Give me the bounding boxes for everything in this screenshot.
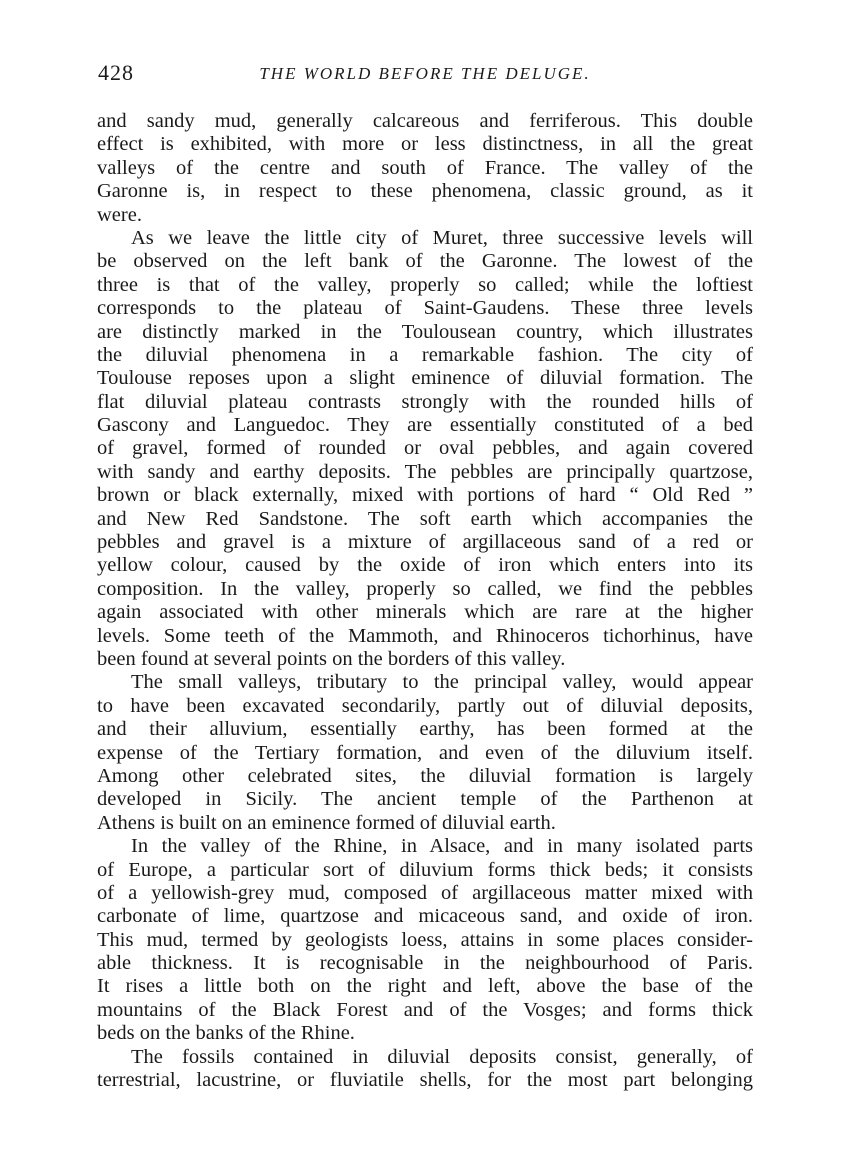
text-line: to have been excavated secondarily, partly out of diluvial deposits, [97, 694, 753, 717]
text-line: able thickness. It is recognisable in the neighbourhood of Paris. [97, 952, 753, 975]
text-line: Garonne is, in respect to these phenomena, classic ground, as it [97, 180, 753, 203]
text-line: been found at several points on the borders of this valley. [97, 647, 566, 670]
text-line: developed in Sicily. The ancient temple of the Parthenon at [97, 788, 753, 811]
text-line: again associated with other minerals which are rare at the higher [97, 601, 753, 624]
page-header [98, 60, 752, 90]
running-title: THE WORLD BEFORE THE DELUGE. [259, 64, 591, 83]
text-line: Toulouse reposes upon a slight eminence of diluvial formation. The [97, 367, 753, 390]
text-line: and their alluvium, essentially earthy, has been formed at the [97, 718, 753, 741]
text-line: mountains of the Black Forest and of the Vosges; and forms thick [97, 998, 753, 1021]
text-line: beds on the banks of the Rhine. [97, 1022, 355, 1045]
text-line: valleys of the centre and south of France. The valley of the [97, 156, 753, 179]
body-text [97, 110, 753, 1092]
text-line: levels. Some teeth of the Mammoth, and Rhinoceros tichorhinus, have [97, 624, 753, 647]
text-line: brown or black externally, mixed with portions of hard “ Old Red ” [97, 484, 753, 507]
text-line: It rises a little both on the right and left, above the base of the [97, 975, 753, 998]
text-line: are distinctly marked in the Toulousean country, which illustrates [97, 320, 753, 343]
page-number: 428 [98, 60, 134, 85]
text-line: the diluvial phenomena in a remarkable fashion. The city of [97, 343, 753, 366]
text-line: and sandy mud, generally calcareous and ferriferous. This double [97, 110, 753, 132]
text-line: Athens is built on an eminence formed of diluvial earth. [97, 811, 556, 834]
text-line: three is that of the valley, properly so called; while the loftiest [97, 273, 753, 296]
text-line: flat diluvial plateau contrasts strongly with the rounded hills of [97, 390, 753, 413]
text-line: In the valley of the Rhine, in Alsace, and in many isolated parts [131, 835, 753, 858]
text-line: As we leave the little city of Muret, three successive levels will [131, 226, 753, 249]
text-line: Gascony and Languedoc. They are essentially constituted of a bed [97, 414, 753, 437]
text-line: corresponds to the plateau of Saint-Gaudens. These three levels [97, 297, 753, 320]
text-line: of gravel, formed of rounded or oval pebbles, and again covered [97, 437, 753, 460]
text-line: pebbles and gravel is a mixture of argillaceous sand of a red or [97, 531, 753, 554]
text-line: of a yellowish-grey mud, composed of argillaceous matter mixed with [97, 881, 753, 904]
text-line: This mud, termed by geologists loess, attains in some places consider- [97, 928, 753, 951]
text-line: expense of the Tertiary formation, and even of the diluvium itself. [97, 741, 753, 764]
text-line: The fossils contained in diluvial deposits consist, generally, of [131, 1045, 753, 1068]
text-line: The small valleys, tributary to the principal valley, would appear [131, 671, 753, 694]
text-line: yellow colour, caused by the oxide of iron which enters into its [97, 554, 753, 577]
text-line: effect is exhibited, with more or less distinctness, in all the great [97, 133, 753, 156]
text-line: composition. In the valley, properly so called, we find the pebbles [97, 577, 753, 600]
text-line: with sandy and earthy deposits. The pebbles are principally quartzose, [97, 460, 753, 483]
text-line: terrestrial, lacustrine, or fluviatile shells, for the most part belonging [97, 1069, 753, 1092]
text-line: were. [97, 203, 142, 226]
text-line: Among other celebrated sites, the diluvial formation is largely [97, 764, 753, 787]
text-line: be observed on the left bank of the Garonne. The lowest of the [97, 250, 753, 273]
text-line: carbonate of lime, quartzose and micaceous sand, and oxide of iron. [97, 905, 753, 928]
text-line: of Europe, a particular sort of diluvium forms thick beds; it consists [97, 858, 753, 881]
text-line: and New Red Sandstone. The soft earth which accompanies the [97, 507, 753, 530]
